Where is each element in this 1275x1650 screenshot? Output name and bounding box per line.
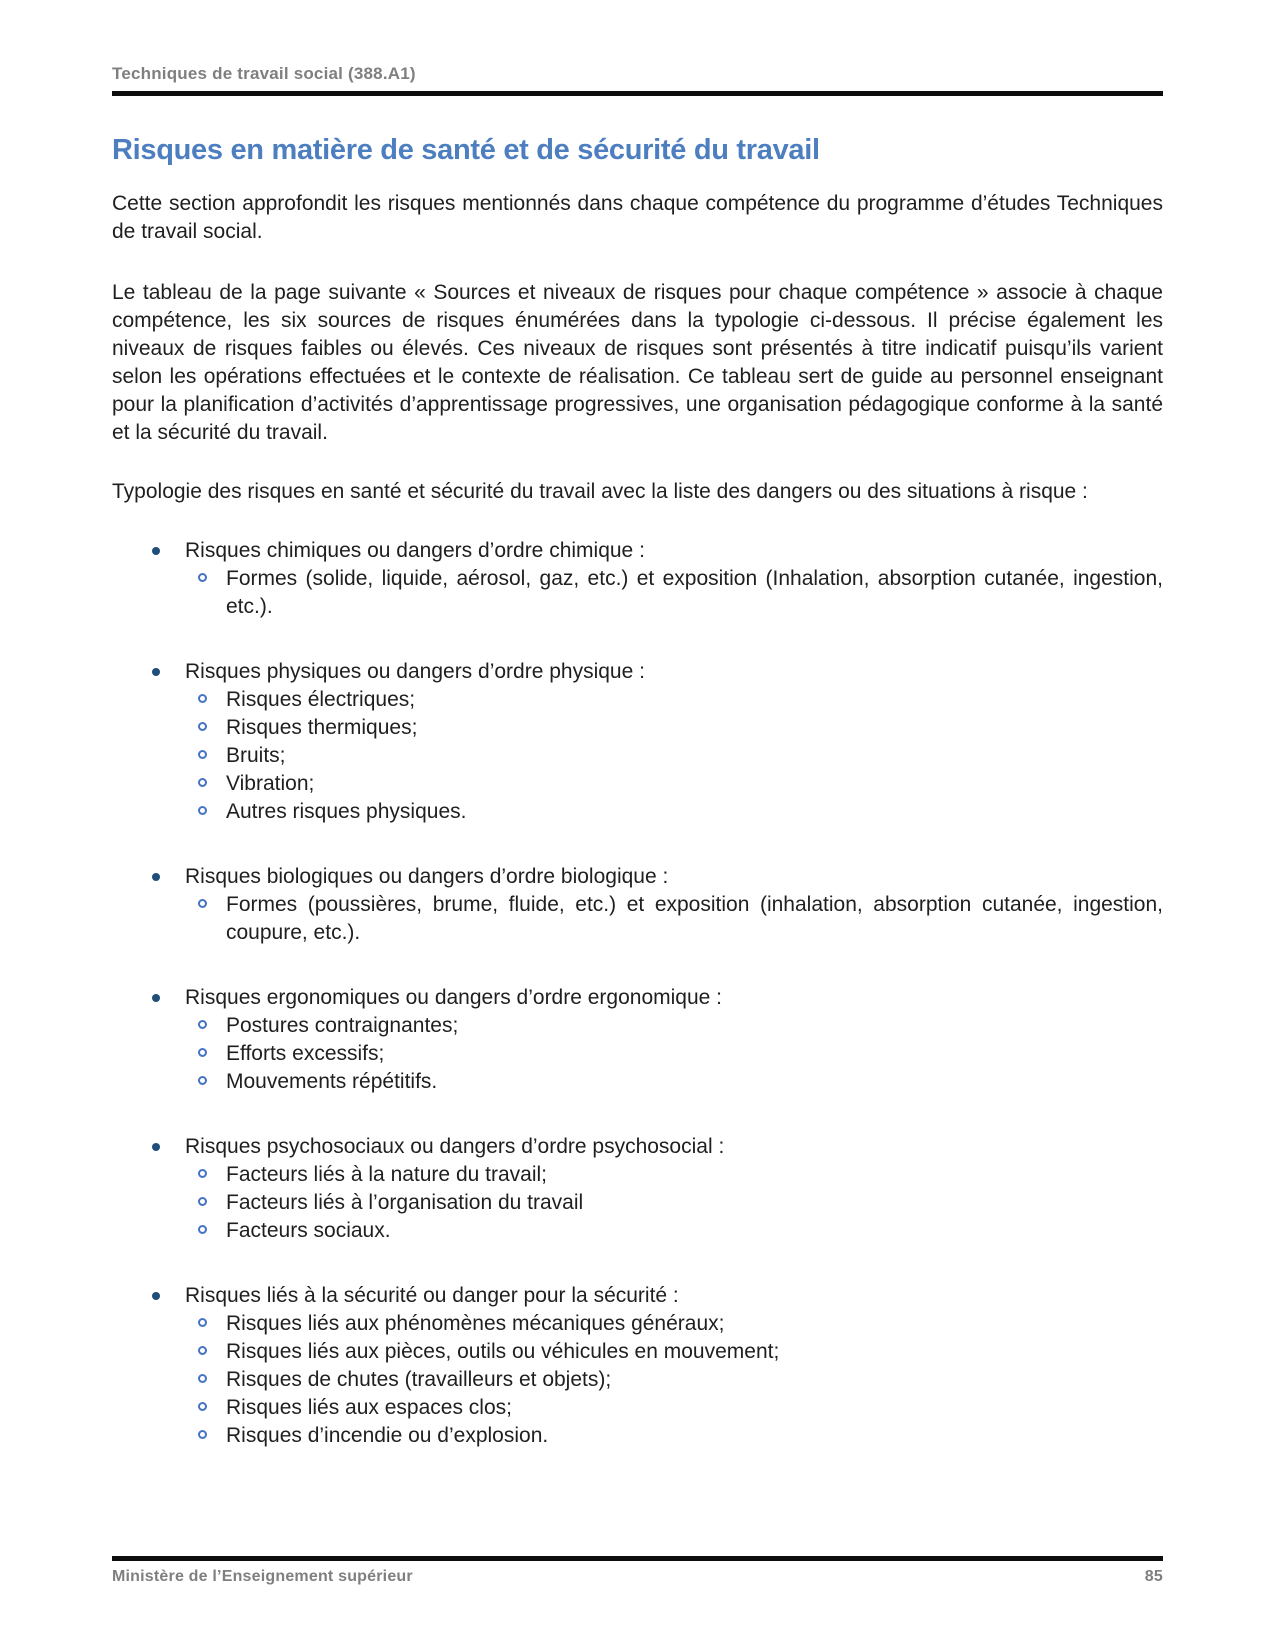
circle-bullet-icon: [198, 899, 207, 908]
circle-bullet-icon: [198, 1225, 207, 1234]
risk-item-text: Risques liés aux phénomènes mécaniques généraux;: [226, 1312, 725, 1335]
risk-item-text: Bruits;: [226, 744, 286, 767]
risk-group-label-row: [112, 658, 1163, 686]
page-content: [112, 0, 1163, 1450]
circle-bullet-icon: [198, 1346, 207, 1355]
header-running-title: Techniques de travail social (388.A1): [112, 64, 416, 83]
risk-item-text: Autres risques physiques.: [226, 800, 467, 823]
circle-bullet-icon: [198, 1318, 207, 1327]
risk-item: [112, 1338, 1163, 1366]
risk-item-text: Efforts excessifs;: [226, 1042, 385, 1065]
risk-group: [112, 1282, 1163, 1450]
circle-bullet-icon: [198, 1197, 207, 1206]
risk-group: [112, 984, 1163, 1096]
bullet-icon: [152, 1143, 160, 1151]
risk-group: [112, 658, 1163, 826]
page-header: [112, 0, 1163, 96]
page-title: Risques en matière de santé et de sécurité du travail: [112, 134, 820, 166]
risk-item: [112, 1189, 1163, 1217]
circle-bullet-icon: [198, 1048, 207, 1057]
risk-item: [112, 1040, 1163, 1068]
risk-item: [112, 891, 1163, 947]
risk-item-text: Risques liés aux espaces clos;: [226, 1396, 512, 1419]
risk-item-text: Risques électriques;: [226, 688, 416, 711]
circle-bullet-icon: [198, 694, 207, 703]
circle-bullet-icon: [198, 750, 207, 759]
footer-ministry-label: Ministère de l’Enseignement supérieur: [112, 1568, 413, 1585]
risk-group-label: Risques biologiques ou dangers d’ordre biologique :: [185, 865, 669, 888]
circle-bullet-icon: [198, 573, 207, 582]
risk-item: [112, 714, 1163, 742]
typologie-intro-line: Typologie des risques en santé et sécurité du travail avec la liste des dangers ou des situations à risque :: [112, 480, 1088, 503]
bullet-icon: [152, 1292, 160, 1300]
risk-item-text: Formes (poussières, brume, fluide, etc.) et exposition (inhalation, absorption cutanée, ingestion, coupure, etc.).: [226, 893, 1163, 944]
risk-item-text: Postures contraignantes;: [226, 1014, 459, 1037]
risk-group-label: Risques liés à la sécurité ou danger pour la sécurité :: [185, 1284, 679, 1307]
risk-item: [112, 565, 1163, 621]
risk-item: [112, 1068, 1163, 1096]
risk-item-text: Facteurs liés à la nature du travail;: [226, 1163, 547, 1186]
risk-item-text: Risques de chutes (travailleurs et objets);: [226, 1368, 612, 1391]
circle-bullet-icon: [198, 1169, 207, 1178]
risk-item: [112, 1161, 1163, 1189]
table-description-paragraph: Le tableau de la page suivante « Sources et niveaux de risques pour chaque compétence » associe à chaque compétence, les six sources de risques énumérées dans la typologie ci-dessous. Il précise également les niveaux de risques faibles ou élevés. Ces niveaux de risques sont présentés à titre indicatif puisqu’ils varient selon les opérations effectuées et le contexte de réalisation. Ce tableau sert de guide au personnel enseignant pour la planification d’activités d’apprentissage progressives, une organisation pédagogique conforme à la santé et la sécurité du travail.: [112, 281, 1163, 444]
risk-group: [112, 1133, 1163, 1245]
risk-group-label: Risques physiques ou dangers d’ordre physique :: [185, 660, 645, 683]
risk-group-label: Risques chimiques ou dangers d’ordre chimique :: [185, 539, 645, 562]
bullet-icon: [152, 873, 160, 881]
circle-bullet-icon: [198, 1076, 207, 1085]
circle-bullet-icon: [198, 1430, 207, 1439]
circle-bullet-icon: [198, 806, 207, 815]
risk-item-text: Formes (solide, liquide, aérosol, gaz, etc.) et exposition (Inhalation, absorption cutanée, ingestion, etc.).: [226, 567, 1163, 618]
risk-item-text: Risques d’incendie ou d’explosion.: [226, 1424, 549, 1447]
risk-group-label-row: [112, 863, 1163, 891]
risk-item: [112, 770, 1163, 798]
circle-bullet-icon: [198, 1374, 207, 1383]
page-footer: [112, 1556, 1163, 1586]
risk-group: [112, 863, 1163, 947]
risk-item: [112, 1366, 1163, 1394]
risk-item: [112, 1422, 1163, 1450]
header-rule: [112, 91, 1163, 96]
risk-group: [112, 537, 1163, 621]
footer-page-number: 85: [1144, 1568, 1163, 1585]
circle-bullet-icon: [198, 778, 207, 787]
risk-item: [112, 742, 1163, 770]
risk-group-label-row: [112, 984, 1163, 1012]
bullet-icon: [152, 668, 160, 676]
risk-group-label-row: [112, 1282, 1163, 1310]
circle-bullet-icon: [198, 1402, 207, 1411]
circle-bullet-icon: [198, 1020, 207, 1029]
risk-item: [112, 1394, 1163, 1422]
risk-item-text: Risques liés aux pièces, outils ou véhicules en mouvement;: [226, 1340, 780, 1363]
risk-item-text: Facteurs sociaux.: [226, 1219, 391, 1242]
risk-group-label: Risques ergonomiques ou dangers d’ordre ergonomique :: [185, 986, 722, 1009]
risk-item: [112, 1217, 1163, 1245]
circle-bullet-icon: [198, 722, 207, 731]
risk-item: [112, 686, 1163, 714]
risk-item: [112, 1310, 1163, 1338]
bullet-icon: [152, 547, 160, 555]
risk-item: [112, 1012, 1163, 1040]
risk-group-label: Risques psychosociaux ou dangers d’ordre psychosocial :: [185, 1135, 725, 1158]
risk-item-text: Facteurs liés à l’organisation du travail: [226, 1191, 584, 1214]
risk-group-label-row: [112, 1133, 1163, 1161]
risk-typology-list: [112, 537, 1163, 1450]
risk-item: [112, 798, 1163, 826]
bullet-icon: [152, 994, 160, 1002]
risk-item-text: Risques thermiques;: [226, 716, 418, 739]
risk-item-text: Vibration;: [226, 772, 315, 795]
risk-item-text: Mouvements répétitifs.: [226, 1070, 438, 1093]
footer-row: [112, 1561, 1163, 1586]
intro-paragraph: Cette section approfondit les risques mentionnés dans chaque compétence du programme d’études Techniques de travail social.: [112, 192, 1163, 243]
risk-group-label-row: [112, 537, 1163, 565]
